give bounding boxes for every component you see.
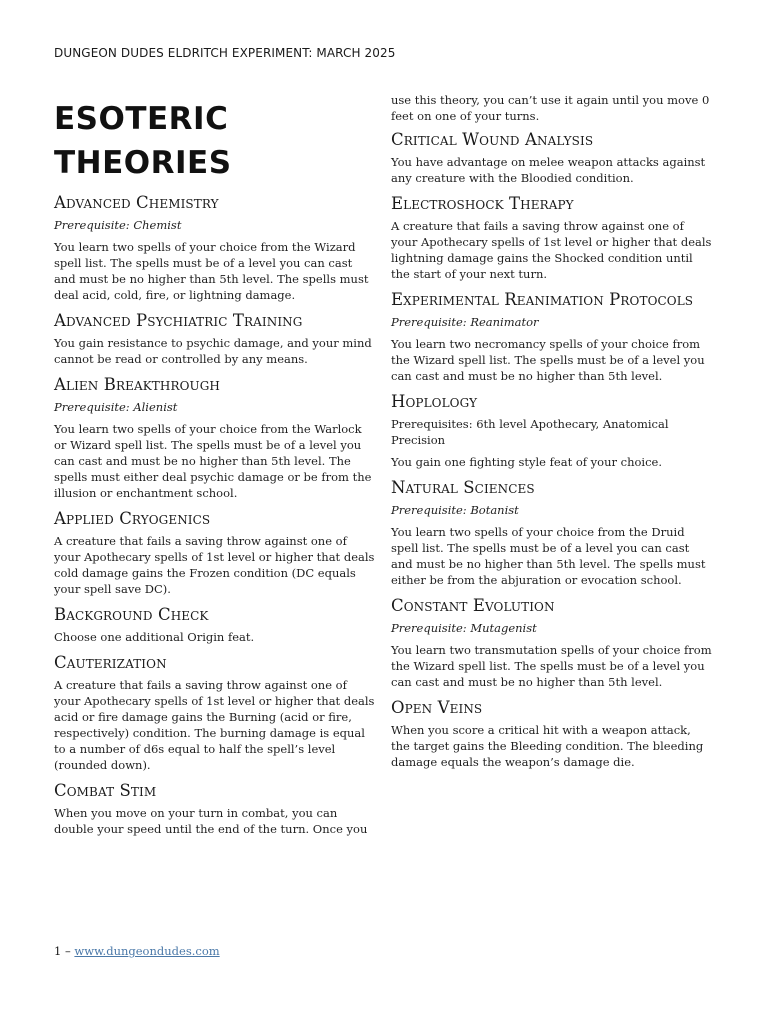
- running-header: DUNGEON DUDES ELDRITCH EXPERIMENT: MARCH 2025: [54, 46, 396, 60]
- page-title: ESOTERIC THEORIES: [54, 101, 232, 181]
- theory-description: Prerequisites: 6th level Apothecary, Anatomical Precision: [391, 417, 669, 447]
- theory-description: A creature that fails a saving throw against one of your Apothecary spells of 1st level or higher that deals lightning damage gains the Shocked condition until the start of your next turn.: [391, 219, 712, 281]
- continued-paragraph: use this theory, you can’t use it again until you move 0 feet on one of your turns.: [391, 93, 710, 123]
- theory-prerequisite: Prerequisite: Chemist: [54, 218, 182, 232]
- footer-separator: –: [61, 944, 75, 958]
- theory-prerequisite: Prerequisite: Alienist: [54, 400, 178, 414]
- theory-description: You gain one fighting style feat of your choice.: [391, 455, 663, 469]
- theory-description: You learn two spells of your choice from the Wizard spell list. The spells must be of a level you can cast and must be no higher than 5th level. The spells must deal acid, cold, fire, or lightning damage.: [54, 240, 369, 302]
- theory-constant-evolution: [391, 596, 713, 690]
- theory-alien-breakthrough: [54, 375, 376, 501]
- theory-description: When you move on your turn in combat, you can double your speed until the end of the turn. Once you: [54, 806, 368, 836]
- theory-description: You learn two transmutation spells of your choice from the Wizard spell list. The spells must be of a level you can cast and must be no higher than 5th level.: [391, 643, 712, 689]
- theory-description: A creature that fails a saving throw against one of your Apothecary spells of 1st level or higher that deals cold damage gains the Frozen condition (DC equals your spell save DC).: [54, 534, 375, 596]
- theory-list-right: [391, 130, 713, 770]
- theory-description: You learn two spells of your choice from the Druid spell list. The spells must be of a level you can cast and must be no higher than 5th level. The spells must either be from the abjuration or evocation school.: [391, 525, 706, 587]
- theory-description: You learn two necromancy spells of your choice from the Wizard spell list. The spells must be of a level you can cast and must be no higher than 5th level.: [391, 337, 705, 383]
- theory-description: You learn two spells of your choice from the Warlock or Wizard spell list. The spells must be of a level you can cast and must be no higher than 5th level. The spells must either deal psychic damage or be from the illusion or enchantment school.: [54, 422, 372, 500]
- theory-description: A creature that fails a saving throw against one of your Apothecary spells of 1st level or higher that deals acid or fire damage gains the Burning (acid or fire, respectively) condition. The burning damage is equal to a number of d6s equal to half the spell’s level (rounded down).: [54, 678, 375, 772]
- theory-description: Choose one additional Origin feat.: [54, 630, 255, 644]
- footer: [54, 944, 220, 958]
- theory-heading: Open Veins: [391, 698, 483, 717]
- theory-open-veins: [391, 698, 713, 770]
- theory-heading: Critical Wound Analysis: [391, 130, 594, 149]
- theory-heading: Electroshock Therapy: [391, 194, 574, 213]
- theory-natural-sciences: [391, 478, 713, 588]
- theory-background-check: [54, 605, 376, 645]
- theory-heading: Alien Breakthrough: [54, 375, 220, 394]
- theory-cauterization: [54, 653, 376, 773]
- theory-description: You have advantage on melee weapon attacks against any creature with the Bloodied condition.: [391, 155, 706, 185]
- theory-prerequisite: Prerequisite: Reanimator: [391, 315, 539, 329]
- theory-list-left: [54, 193, 376, 837]
- page-number: 1: [54, 944, 62, 958]
- theory-heading: Combat Stim: [54, 781, 157, 800]
- theory-applied-cryogenics: [54, 509, 376, 597]
- continued-text: [391, 92, 713, 124]
- theory-prerequisite: Prerequisite: Botanist: [391, 503, 519, 517]
- theory-prerequisite: Prerequisite: Mutagenist: [391, 621, 537, 635]
- theory-heading: Experimental Reanimation Protocols: [391, 290, 694, 309]
- theory-advanced-psychiatric-training: [54, 311, 376, 367]
- theory-heading: Advanced Chemistry: [54, 193, 219, 212]
- theory-heading: Applied Cryogenics: [54, 509, 211, 528]
- theory-heading: Natural Sciences: [391, 478, 535, 497]
- theory-description: When you score a critical hit with a weapon attack, the target gains the Bleeding condition. The bleeding damage equals the weapon’s damage die.: [391, 723, 704, 769]
- theory-description: You gain resistance to psychic damage, and your mind cannot be read or controlled by any means.: [54, 336, 372, 366]
- theory-heading: Cauterization: [54, 653, 167, 672]
- left-column: [54, 92, 376, 845]
- theory-combat-stim: [54, 781, 376, 837]
- theory-hoplology: [391, 392, 713, 470]
- theory-heading: Hoplology: [391, 392, 478, 411]
- theory-heading: Constant Evolution: [391, 596, 555, 615]
- theory-critical-wound-analysis: [391, 130, 713, 186]
- theory-experimental-reanimation-protocols: [391, 290, 713, 384]
- theory-electroshock-therapy: [391, 194, 713, 282]
- theory-advanced-chemistry: [54, 193, 376, 303]
- theory-heading: Advanced Psychiatric Training: [54, 311, 303, 330]
- right-column: [391, 92, 713, 778]
- theory-heading: Background Check: [54, 605, 209, 624]
- website-link[interactable]: www.dungeondudes.com: [74, 944, 220, 958]
